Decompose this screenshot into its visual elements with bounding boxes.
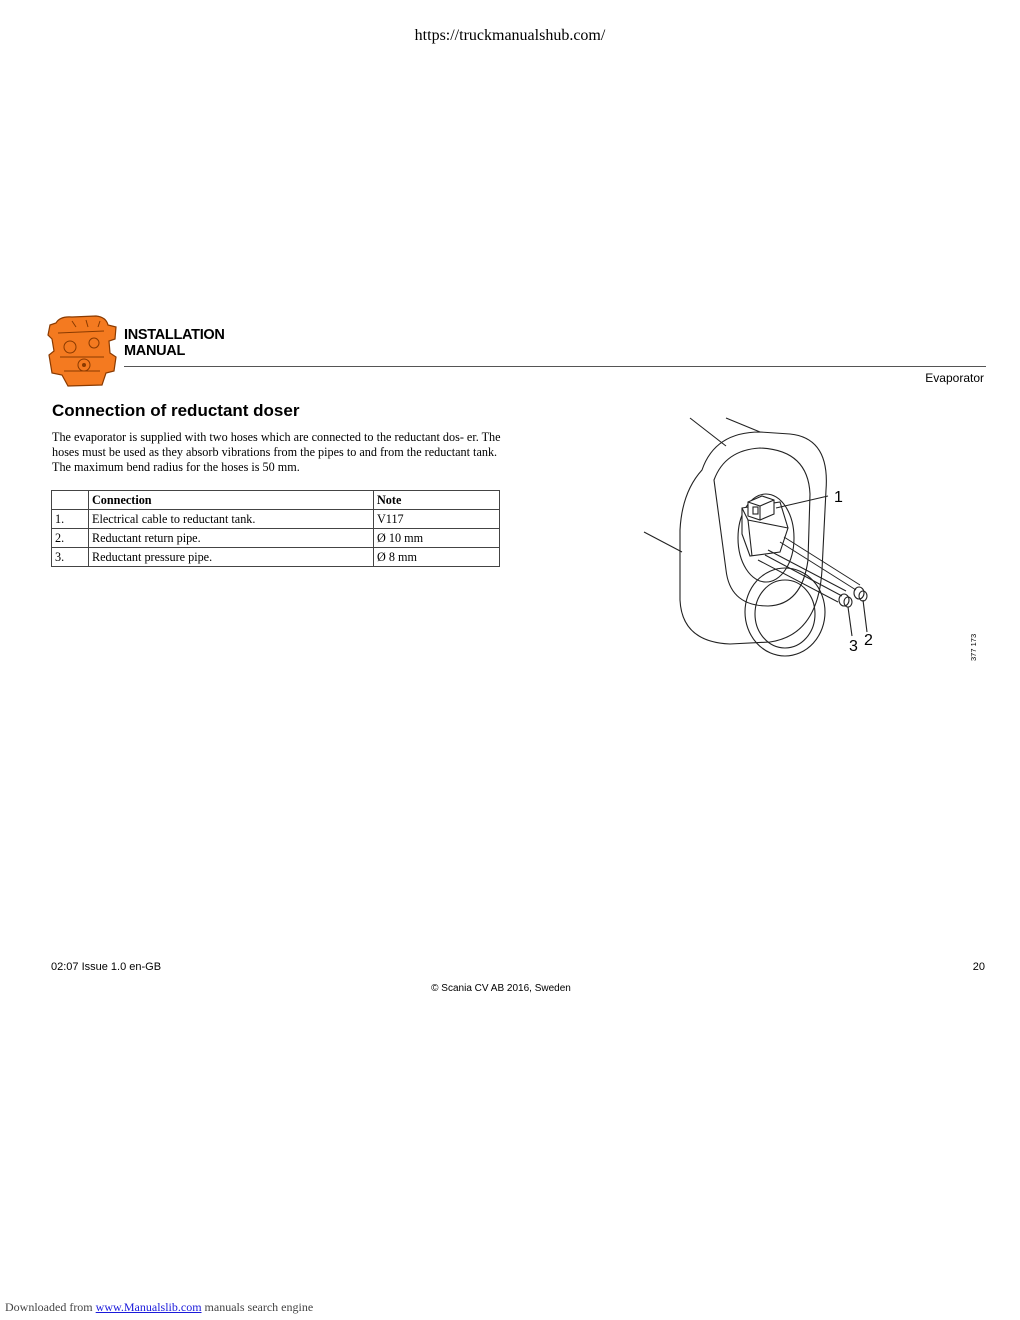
intro-paragraph: The evaporator is supplied with two hoses which are connected to the reductant dos- er. The hoses must be used as they absorb vibrations from the pipes to and from the reductant tank. The maximum bend radius for the hoses is 50 mm. bbox=[52, 430, 501, 474]
evaporator-doser-illustration bbox=[630, 410, 990, 670]
page-title: Connection of reductant doser bbox=[52, 401, 300, 420]
page-number: 20 bbox=[972, 961, 985, 973]
table-cell: Reductant return pipe. bbox=[89, 529, 374, 548]
download-suffix: manuals search engine bbox=[201, 1300, 314, 1314]
table-header-cell: Note bbox=[374, 491, 500, 510]
download-notice bbox=[5, 1300, 313, 1315]
table-row bbox=[52, 529, 500, 548]
callout-2: 2 bbox=[864, 632, 873, 649]
table-cell: Ø 10 mm bbox=[374, 529, 500, 548]
section-name: Evaporator bbox=[925, 371, 984, 385]
table-header-row bbox=[52, 491, 500, 510]
manualslib-link[interactable]: www.Manualslib.com bbox=[95, 1300, 202, 1314]
download-prefix: Downloaded from bbox=[5, 1300, 96, 1314]
table-row bbox=[52, 548, 500, 567]
copyright: © Scania CV AB 2016, Sweden bbox=[431, 983, 571, 994]
figure-id: 377 173 bbox=[969, 633, 978, 661]
document-reference: 02:07 Issue 1.0 en-GB bbox=[51, 961, 162, 973]
table-cell: Electrical cable to reductant tank. bbox=[89, 510, 374, 529]
source-url: https://truckmanualshub.com/ bbox=[414, 27, 606, 44]
table-cell: Ø 8 mm bbox=[374, 548, 500, 567]
table-cell: 3. bbox=[52, 548, 89, 567]
header-divider bbox=[124, 366, 986, 367]
manual-type-label bbox=[124, 327, 225, 359]
table-cell: 2. bbox=[52, 529, 89, 548]
callout-3: 3 bbox=[849, 638, 858, 655]
brand-line-1: INSTALLATION bbox=[124, 327, 225, 343]
table-cell: 1. bbox=[52, 510, 89, 529]
callout-1: 1 bbox=[834, 489, 843, 506]
brand-line-2: MANUAL bbox=[124, 343, 186, 359]
table-row bbox=[52, 510, 500, 529]
table-cell: Reductant pressure pipe. bbox=[89, 548, 374, 567]
table-header-cell bbox=[52, 491, 89, 510]
connection-table bbox=[51, 490, 500, 567]
table-header-cell: Connection bbox=[89, 491, 374, 510]
table-cell: V117 bbox=[374, 510, 500, 529]
engine-logo-icon bbox=[46, 313, 120, 389]
